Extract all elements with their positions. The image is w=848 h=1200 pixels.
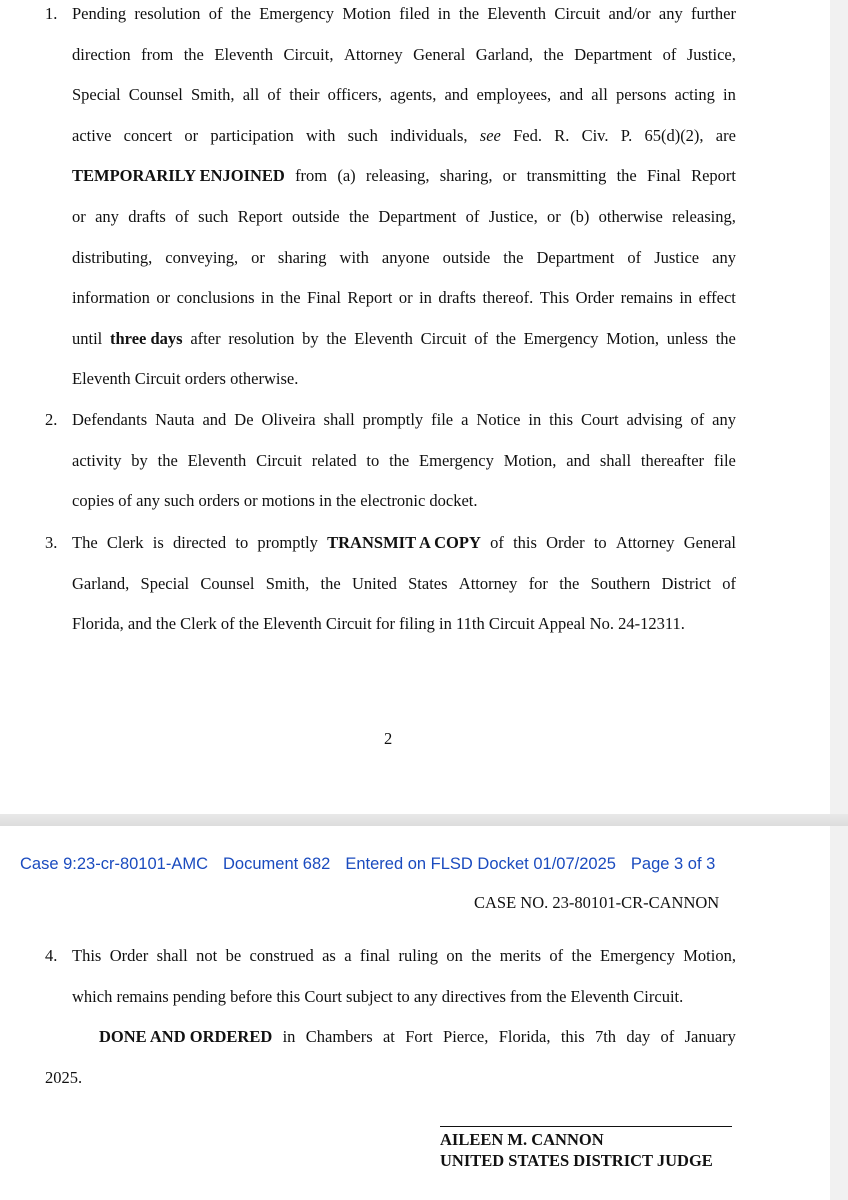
citation-signal: see — [479, 125, 501, 145]
item-number: 3. — [45, 533, 58, 552]
item-number: 1. — [45, 4, 58, 23]
signature-block — [440, 1129, 713, 1171]
page-separator — [0, 814, 848, 826]
year-line — [45, 1058, 245, 1099]
text-line: Florida, and the Clerk of the Eleventh Circuit for filing in 11th Circuit Appeal No. 24-12311. — [72, 614, 685, 634]
text-line: direction from the Eleventh Circuit, Attorney General Garland, the Department of Justice, — [72, 44, 736, 64]
text-line: which remains pending before this Court subject to any directives from the Eleventh Circuit. — [72, 986, 684, 1006]
text-line: TEMPORARILY ENJOINED from (a) releasing, sharing, or transmitting the Final Report — [72, 156, 736, 197]
judge-name: AILEEN M. CANNON — [440, 1130, 604, 1149]
text-line: active concert or participation with such individuals, see Fed. R. Civ. P. 65(d)(2), are — [72, 116, 736, 157]
item-1-text — [72, 0, 736, 400]
done-and-ordered-line — [99, 1017, 736, 1058]
entered-docket-stamp: Entered on FLSD Docket 01/07/2025 — [345, 855, 616, 873]
scrollbar-track-lower[interactable] — [830, 826, 848, 1200]
emphasis-text: TEMPORARILY ENJOINED — [72, 166, 285, 186]
text-line: until three days after resolution by the Eleventh Circuit of the Emergency Motion, unless the — [72, 319, 736, 360]
emphasis-text: three days — [110, 328, 183, 348]
text-line: Garland, Special Counsel Smith, the United States Attorney for the Southern District of — [72, 573, 736, 593]
text-line: 2025. — [45, 1068, 83, 1087]
item-number: 4. — [45, 946, 58, 965]
text-line: copies of any such orders or motions in the electronic docket. — [72, 491, 478, 511]
text-line: The Clerk is directed to promptly TRANSMIT A COPY of this Order to Attorney General — [72, 523, 736, 564]
item-3-text — [72, 523, 736, 645]
text-line: Special Counsel Smith, all of their officers, agents, and employees, and all persons acting in — [72, 85, 736, 105]
item-4-text — [72, 936, 736, 1017]
text-line: information or conclusions in the Final Report or in drafts thereof. This Order remains in effect — [72, 288, 736, 308]
text-line: Defendants Nauta and De Oliveira shall promptly file a Notice in this Court advising of any — [72, 410, 736, 429]
emphasis-text: TRANSMIT A COPY — [327, 533, 481, 552]
text-line: This Order shall not be construed as a final ruling on the merits of the Emergency Motion, — [72, 946, 736, 965]
item-number: 2. — [45, 410, 58, 429]
text-line: or any drafts of such Report outside the Department of Justice, or (b) otherwise releasing, — [72, 206, 736, 226]
scrollbar-track[interactable] — [830, 0, 848, 814]
text-line: Eleventh Circuit orders otherwise. — [72, 369, 299, 389]
document-number-stamp: Document 682 — [223, 855, 331, 873]
case-number-stamp: Case 9:23-cr-80101-AMC — [20, 855, 208, 873]
text-line: activity by the Eleventh Circuit related to the Emergency Motion, and shall thereafter file — [72, 450, 736, 470]
page-number: 2 — [384, 729, 393, 748]
text-line: Pending resolution of the Emergency Motion filed in the Eleventh Circuit and/or any further — [72, 4, 736, 23]
item-2-text — [72, 400, 736, 522]
text-line: distributing, conveying, or sharing with anyone outside the Department of Justice any — [72, 247, 736, 267]
signature-line — [440, 1126, 732, 1127]
docket-header — [20, 855, 780, 874]
page-count-stamp: Page 3 of 3 — [630, 855, 716, 873]
emphasis-text: DONE AND ORDERED — [99, 1027, 273, 1046]
text-line: DONE AND ORDERED in Chambers at Fort Pierce, Florida, this 7th day of January — [99, 1017, 736, 1058]
judge-title: UNITED STATES DISTRICT JUDGE — [440, 1151, 713, 1170]
case-caption: CASE NO. 23-80101-CR-CANNON — [474, 893, 720, 912]
